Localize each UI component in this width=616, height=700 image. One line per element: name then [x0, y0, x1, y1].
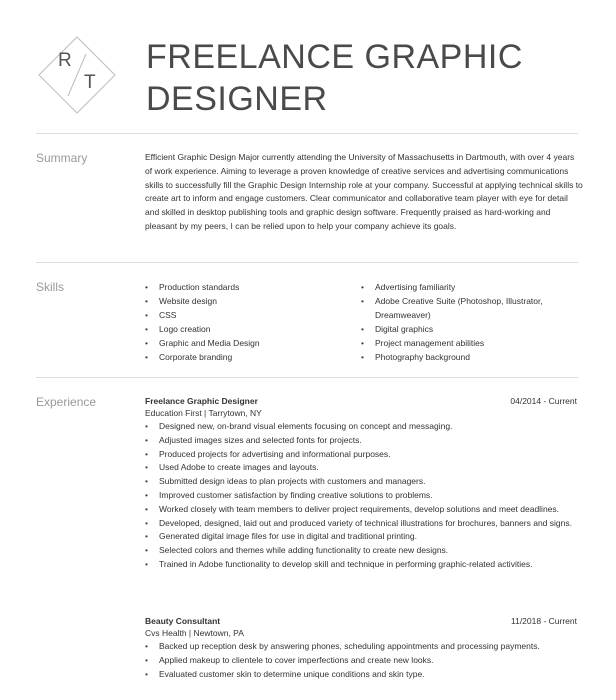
job-bullet: • Applied makeup to clientele to cover imperfections and create new looks.: [145, 654, 583, 668]
job-bullet: • Evaluated customer skin to determine unique conditions and skin type.: [145, 668, 583, 682]
skill-item: • Graphic and Media Design: [145, 336, 360, 350]
job-bullets: [145, 640, 583, 681]
skills-heading: Skills: [36, 280, 65, 294]
monogram-logo: [38, 36, 116, 114]
job-bullet: • Developed, designed, laid out and produced variety of technical illustrations for brochures, banners and signs.: [145, 517, 583, 531]
skill-item: • Photography background: [361, 350, 576, 364]
skills-list-left: [145, 280, 360, 364]
skill-item: • Production standards: [145, 280, 360, 294]
skill-item: • Website design: [145, 294, 360, 308]
job-entry: [145, 395, 583, 572]
divider: [36, 262, 578, 263]
job-bullets: [145, 420, 583, 572]
candidate-name: [146, 36, 586, 120]
job-bullet: • Designed new, on-brand visual elements focusing on concept and messaging.: [145, 420, 583, 434]
job-bullet: • Backed up reception desk by answering phones, scheduling appointments and processing payments.: [145, 640, 583, 654]
skill-item: • Adobe Creative Suite (Photoshop, Illustrator, Dreamweaver): [361, 294, 576, 322]
divider: [36, 377, 578, 378]
job-title: Beauty Consultant: [145, 616, 221, 626]
job-bullet: • Improved customer satisfaction by finding creative solutions to problems.: [145, 489, 583, 503]
skill-item: • Advertising familiarity: [361, 280, 576, 294]
job-bullet: • Generated digital image files for use in digital and traditional printing.: [145, 530, 583, 544]
skill-item: • CSS: [145, 308, 360, 322]
diamond-frame-icon: [38, 36, 116, 114]
name-line-1: FREELANCE GRAPHIC: [146, 38, 523, 76]
job-bullet: • Adjusted images sizes and selected fonts for projects.: [145, 434, 583, 448]
job-entry: [145, 615, 583, 681]
name-line-2: DESIGNER: [146, 80, 328, 118]
job-bullet: • Worked closely with team members to deliver project requirements, develop solutions and meet deadlines.: [145, 503, 583, 517]
skills-list-right: [361, 280, 576, 364]
job-bullet: • Trained in Adobe functionality to develop skill and technique in performing graphic-related activities.: [145, 558, 583, 572]
job-bullet: • Produced projects for advertising and informational purposes.: [145, 448, 583, 462]
skill-item: • Logo creation: [145, 322, 360, 336]
experience-heading: Experience: [36, 395, 97, 409]
job-bullet: • Used Adobe to create images and layouts.: [145, 461, 583, 475]
job-title: Freelance Graphic Designer: [145, 396, 258, 406]
skill-item: • Digital graphics: [361, 322, 576, 336]
skill-item: • Project management abilities: [361, 336, 576, 350]
job-dates: 11/2018 - Current: [511, 616, 577, 626]
skill-item: • Corporate branding: [145, 350, 360, 364]
monogram-first-initial: R: [58, 50, 72, 71]
job-dates: 04/2014 - Current: [510, 396, 577, 406]
divider: [36, 133, 578, 134]
resume-header: [0, 0, 616, 132]
job-bullet: • Submitted design ideas to plan projects with customers and managers.: [145, 475, 583, 489]
monogram-last-initial: T: [84, 72, 96, 93]
summary-heading: Summary: [36, 151, 88, 165]
job-company: Education First | Tarrytown, NY: [145, 408, 262, 418]
job-company: Cvs Health | Newtown, PA: [145, 628, 244, 638]
summary-text: Efficient Graphic Design Major currently attending the University of Massachusetts in Dartmouth, with over 4 years of work experience. Aiming to leverage a proven knowledge of creative services and advertising communications skills to successfully fill the Graphic Design Internship role at your company. Successful at applying technical skills to create art to inform and engage customers. Clear communicator and collaborative team player with eye for detail and skilled in desktop publishing tools and graphic design software. Frequently praised as hard-working and pleasant by my peers, I can be relied upon to help your company achieve its goals.: [145, 152, 583, 231]
job-bullet: • Selected colors and themes while adding functionality to create new designs.: [145, 544, 583, 558]
